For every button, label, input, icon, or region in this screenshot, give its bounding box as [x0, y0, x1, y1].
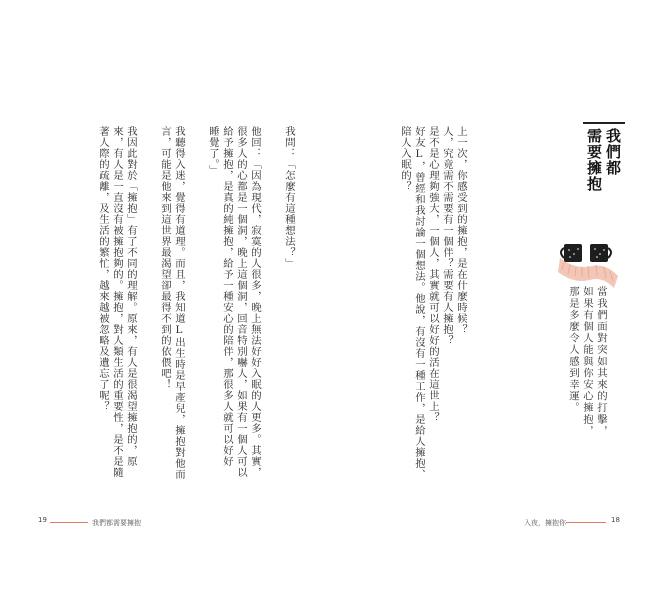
scarf-icon	[558, 258, 618, 288]
body-line: 睡覺了。」	[207, 126, 219, 176]
body-line: 我因此對於「擁抱」有了不同的理解。原來，有人是很渴望擁抱的，原	[125, 126, 137, 467]
body-line: 我問：「怎麼有這種想法？」	[283, 126, 295, 269]
body-line: 言，可能是他來到這世界最渴望卻最得不到的依偎吧！	[159, 126, 171, 390]
epigraph-line: 當我們面對突如其來的打擊，	[595, 286, 607, 437]
left-page-body	[96, 126, 296, 480]
right-running-footer: 入夜，擁抱你	[524, 519, 566, 527]
body-line: 我聽得入迷，覺得有道理。而且，我知道L出生時是早產兒，擁抱對他而	[173, 126, 185, 480]
body-line: 是不是心理夠強大，一個人，其實就可以好好的活在這世上？	[427, 126, 439, 423]
body-line: 上一次，你感受到的擁抱，是在什麼時候？	[455, 126, 467, 335]
epigraph-line: 如果有個人能與你安心擁抱，	[581, 286, 593, 437]
chapter-title	[584, 128, 622, 208]
body-line: 給予擁抱，是真的純擁抱，給予一種安心的陪伴，那很多人就可以好好	[221, 126, 233, 467]
right-footer-rule	[566, 522, 606, 523]
mugs-illustration	[558, 236, 622, 292]
chapter-title-line-1: 我們都	[604, 128, 622, 176]
right-page-body	[398, 126, 468, 480]
left-footer-rule	[50, 522, 88, 523]
epigraph	[566, 286, 608, 437]
epigraph-line: 那是多麼令人感到幸運。	[567, 286, 579, 414]
right-page-number: 18	[611, 516, 620, 524]
body-line: 著人際的疏離，及生活的繁忙，越來越被忽略及遺忘了呢？	[97, 126, 109, 412]
mug-right-icon	[590, 244, 611, 262]
body-line: 來，有人是一直沒有被擁抱夠的。擁抱，對人類生活的重要性，是不是隨	[111, 126, 123, 478]
left-page-number: 19	[38, 516, 47, 524]
body-line: 人，究竟需不需要有一個伴？需要有人擁抱？	[441, 126, 453, 346]
body-line: 好友L，曾經和我討論一個想法。他說，有沒有一種工作，是給人擁抱、	[413, 126, 425, 480]
mug-left-icon	[561, 244, 582, 262]
body-line: 陪人入眠的？	[399, 126, 411, 192]
left-running-footer: 我們都需要擁抱	[92, 519, 141, 527]
body-line: 他回：「因為現代，寂寞的人很多，晚上無法好好入眠的人更多。其實，	[249, 126, 261, 478]
chapter-title-line-2: 需要擁抱	[585, 128, 603, 192]
title-rule	[583, 122, 625, 124]
body-line: 很多人的心都是一個洞，晚上這個洞，回音特別嚇人，如果有一個人可以	[235, 126, 247, 478]
